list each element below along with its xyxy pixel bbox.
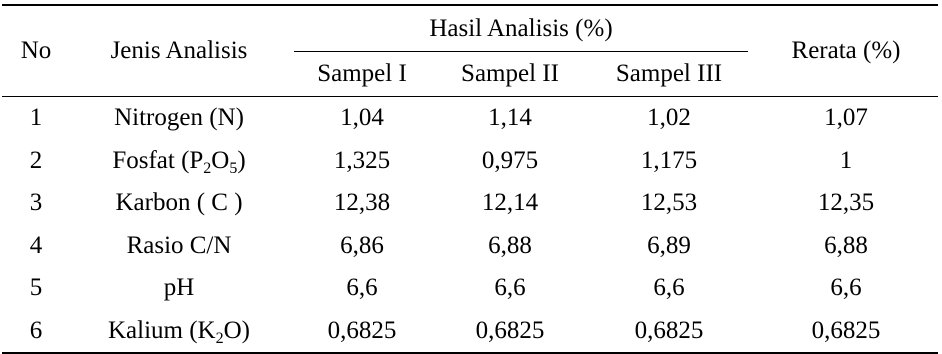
header-sampel-1: Sampel I <box>288 52 436 97</box>
row-value: 6,89 <box>647 231 691 259</box>
row-value: 12,38 <box>333 189 391 217</box>
table-row <box>2 267 938 310</box>
header-no: No <box>2 5 70 97</box>
table-row <box>2 140 938 183</box>
row-value: 1,175 <box>640 146 698 174</box>
row-value: 6,6 <box>494 274 526 302</box>
header-jenis-analisis: Jenis Analisis <box>70 5 288 97</box>
row-value: 6,88 <box>488 231 532 259</box>
row-value: 6,86 <box>340 231 384 259</box>
header-hasil-analisis: Hasil Analisis (%) <box>288 5 754 52</box>
row-average: 1,07 <box>824 104 868 132</box>
header-row-1 <box>2 5 938 52</box>
header-sampel-2: Sampel II <box>436 52 584 97</box>
row-name: Fosfat $(P_2O_5)$ <box>112 146 246 177</box>
row-no: 1 <box>29 104 43 132</box>
analysis-table <box>2 4 938 354</box>
row-name: Kalium $(K_2O)$ <box>70 310 288 354</box>
row-value: 0,6825 <box>288 310 436 354</box>
row-value: 12,53 <box>640 189 698 217</box>
row-average: 12,35 <box>817 189 875 217</box>
row-name: Karbon ( C ) <box>115 189 243 217</box>
row-value: 0,6825 <box>436 310 584 354</box>
row-value: 1,02 <box>647 104 691 132</box>
row-no: 6 <box>2 310 70 354</box>
row-value: 0,6825 <box>584 310 754 354</box>
row-average: 1 <box>839 146 853 174</box>
row-value: 12,14 <box>481 189 539 217</box>
row-value: 6,6 <box>653 274 685 302</box>
row-average: 6,6 <box>830 274 862 302</box>
row-name: Rasio C/N <box>126 231 232 259</box>
row-average: 0,6825 <box>754 310 938 354</box>
row-no: 2 <box>29 146 43 174</box>
row-value: 6,6 <box>346 274 378 302</box>
row-no: 4 <box>29 231 43 259</box>
row-name: Nitrogen (N) <box>114 104 244 132</box>
row-no: 3 <box>29 189 43 217</box>
header-rerata: Rerata (%) <box>754 5 938 97</box>
table-row <box>2 97 938 140</box>
row-value: 1,325 <box>333 146 391 174</box>
row-no: 5 <box>29 274 43 302</box>
row-value: 0,975 <box>481 146 539 174</box>
row-average: 6,88 <box>824 231 868 259</box>
header-sampel-3: Sampel III <box>584 52 754 97</box>
table-row <box>2 225 938 268</box>
row-value: 1,14 <box>488 104 532 132</box>
row-name: pH <box>163 274 195 302</box>
table-row <box>2 182 938 225</box>
table-row <box>2 310 938 354</box>
row-value: 1,04 <box>340 104 384 132</box>
